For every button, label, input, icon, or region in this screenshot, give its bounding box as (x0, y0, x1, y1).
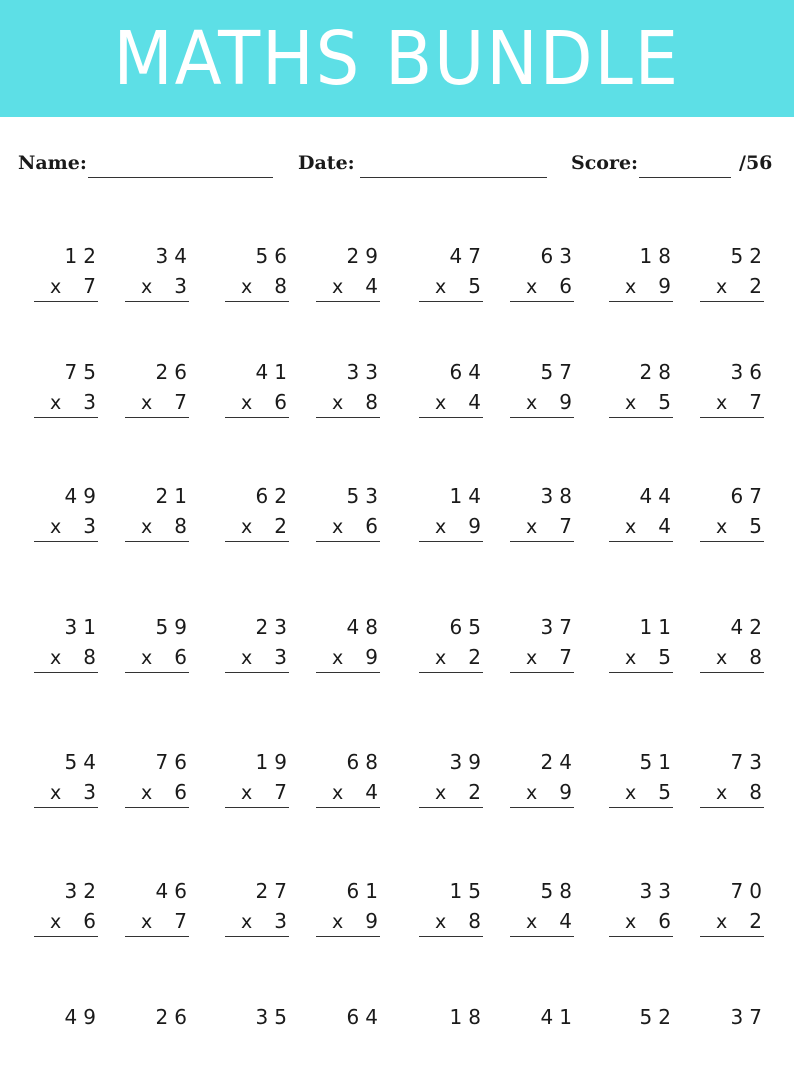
multiplication-problem (419, 752, 485, 814)
multiplication-problem (125, 752, 191, 814)
multiply-sign: x (716, 647, 728, 669)
top-number: 33 (639, 879, 677, 903)
multiply-sign: x (435, 647, 447, 669)
page-title: MATHS BUNDLE (113, 15, 681, 102)
multiplication-problem (316, 486, 382, 548)
multiply-sign: x (625, 276, 637, 298)
bottom-number: 8 (365, 390, 384, 414)
top-number: 41 (255, 360, 293, 384)
bottom-number: 7 (559, 645, 578, 669)
multiplication-problem (510, 881, 576, 943)
multiply-sign: x (241, 782, 253, 804)
multiplication-problem (700, 362, 766, 424)
top-number: 32 (64, 879, 102, 903)
bottom-number: 7 (174, 909, 193, 933)
multiplication-problem (419, 362, 485, 424)
bottom-number: 5 (658, 390, 677, 414)
bottom-number: 3 (83, 514, 102, 538)
answer-line[interactable] (34, 417, 98, 418)
bottom-number: 2 (468, 780, 487, 804)
top-number: 76 (155, 750, 193, 774)
multiplication-problem (510, 1007, 576, 1069)
answer-line[interactable] (510, 807, 574, 808)
top-number: 47 (449, 244, 487, 268)
bottom-number: 8 (749, 645, 768, 669)
top-number: 37 (540, 615, 578, 639)
answer-line[interactable] (125, 936, 189, 937)
top-number: 37 (730, 1005, 768, 1029)
multiplication-problem (510, 246, 576, 308)
multiplication-problem (609, 246, 675, 308)
answer-line[interactable] (34, 541, 98, 542)
multiplication-problem (700, 1007, 766, 1069)
answer-line[interactable] (125, 672, 189, 673)
multiply-sign: x (141, 782, 153, 804)
bottom-number: 7 (274, 780, 293, 804)
multiplication-problem (125, 881, 191, 943)
answer-line[interactable] (510, 936, 574, 937)
top-number: 15 (449, 879, 487, 903)
multiply-sign: x (241, 911, 253, 933)
bottom-number: 8 (174, 514, 193, 538)
multiplication-problem (225, 362, 291, 424)
multiply-sign: x (716, 911, 728, 933)
top-number: 41 (540, 1005, 578, 1029)
top-number: 35 (255, 1005, 293, 1029)
score-label: Score: (571, 152, 639, 174)
multiply-sign: x (141, 647, 153, 669)
multiply-sign: x (526, 647, 538, 669)
answer-line[interactable] (700, 807, 764, 808)
top-number: 36 (730, 360, 768, 384)
bottom-number: 9 (658, 274, 677, 298)
score-total: /56 (739, 152, 773, 174)
multiply-sign: x (141, 276, 153, 298)
multiplication-problem (609, 617, 675, 679)
bottom-number: 4 (365, 274, 384, 298)
top-number: 53 (346, 484, 384, 508)
multiply-sign: x (332, 516, 344, 538)
answer-line[interactable] (419, 417, 483, 418)
multiply-sign: x (50, 516, 62, 538)
top-number: 34 (155, 244, 193, 268)
bottom-number: 9 (559, 780, 578, 804)
score-field[interactable] (639, 177, 731, 178)
top-number: 24 (540, 750, 578, 774)
bottom-number: 3 (83, 390, 102, 414)
bottom-number: 6 (559, 274, 578, 298)
multiply-sign: x (625, 516, 637, 538)
multiply-sign: x (625, 392, 637, 414)
multiply-sign: x (435, 782, 447, 804)
multiply-sign: x (526, 516, 538, 538)
multiply-sign: x (50, 392, 62, 414)
multiply-sign: x (716, 782, 728, 804)
bottom-number: 5 (749, 514, 768, 538)
multiply-sign: x (50, 911, 62, 933)
multiplication-problem (316, 1007, 382, 1069)
top-number: 28 (639, 360, 677, 384)
answer-line[interactable] (125, 417, 189, 418)
multiply-sign: x (526, 782, 538, 804)
top-number: 29 (346, 244, 384, 268)
top-number: 68 (346, 750, 384, 774)
name-field[interactable] (88, 177, 273, 178)
bottom-number: 4 (365, 780, 384, 804)
top-number: 12 (64, 244, 102, 268)
answer-line[interactable] (419, 301, 483, 302)
top-number: 23 (255, 615, 293, 639)
multiplication-problem (609, 881, 675, 943)
answer-line[interactable] (419, 936, 483, 937)
top-number: 65 (449, 615, 487, 639)
multiplication-problem (700, 486, 766, 548)
top-number: 64 (346, 1005, 384, 1029)
answer-line[interactable] (609, 936, 673, 937)
answer-line[interactable] (419, 672, 483, 673)
answer-line[interactable] (609, 672, 673, 673)
top-number: 21 (155, 484, 193, 508)
bottom-number: 5 (658, 780, 677, 804)
bottom-number: 2 (749, 274, 768, 298)
top-number: 44 (639, 484, 677, 508)
multiplication-problem (316, 246, 382, 308)
answer-line[interactable] (225, 807, 289, 808)
multiply-sign: x (435, 392, 447, 414)
bottom-number: 9 (365, 645, 384, 669)
multiplication-problem (34, 617, 100, 679)
multiply-sign: x (526, 911, 538, 933)
answer-line[interactable] (700, 301, 764, 302)
bottom-number: 3 (174, 274, 193, 298)
multiplication-problem (34, 752, 100, 814)
multiplication-problem (34, 246, 100, 308)
multiplication-problem (419, 617, 485, 679)
top-number: 18 (449, 1005, 487, 1029)
bottom-number: 9 (559, 390, 578, 414)
multiplication-problem (510, 752, 576, 814)
bottom-number: 7 (749, 390, 768, 414)
bottom-number: 6 (174, 780, 193, 804)
answer-line[interactable] (510, 301, 574, 302)
top-number: 11 (639, 615, 677, 639)
top-number: 70 (730, 879, 768, 903)
top-number: 33 (346, 360, 384, 384)
multiply-sign: x (50, 647, 62, 669)
top-number: 49 (64, 484, 102, 508)
top-number: 26 (155, 1005, 193, 1029)
multiplication-problem (225, 486, 291, 548)
bottom-number: 8 (274, 274, 293, 298)
multiplication-problem (316, 752, 382, 814)
multiplication-problem (419, 246, 485, 308)
multiply-sign: x (435, 276, 447, 298)
multiply-sign: x (141, 911, 153, 933)
top-number: 38 (540, 484, 578, 508)
top-number: 58 (540, 879, 578, 903)
bottom-number: 7 (559, 514, 578, 538)
answer-line[interactable] (510, 417, 574, 418)
answer-line[interactable] (609, 301, 673, 302)
bottom-number: 7 (83, 274, 102, 298)
top-number: 61 (346, 879, 384, 903)
top-number: 51 (639, 750, 677, 774)
multiply-sign: x (625, 911, 637, 933)
multiplication-problem (225, 246, 291, 308)
multiplication-problem (700, 752, 766, 814)
top-number: 57 (540, 360, 578, 384)
multiply-sign: x (716, 516, 728, 538)
multiplication-problem (419, 486, 485, 548)
answer-line[interactable] (316, 936, 380, 937)
top-number: 49 (64, 1005, 102, 1029)
multiplication-problem (125, 1007, 191, 1069)
answer-line[interactable] (225, 541, 289, 542)
top-number: 62 (255, 484, 293, 508)
answer-line[interactable] (225, 672, 289, 673)
multiplication-problem (510, 362, 576, 424)
multiplication-problem (125, 617, 191, 679)
top-number: 42 (730, 615, 768, 639)
top-number: 19 (255, 750, 293, 774)
multiplication-problem (510, 486, 576, 548)
multiplication-problem (125, 246, 191, 308)
multiplication-problem (419, 881, 485, 943)
answer-line[interactable] (609, 541, 673, 542)
multiplication-problem (700, 617, 766, 679)
top-number: 14 (449, 484, 487, 508)
answer-line[interactable] (609, 417, 673, 418)
answer-line[interactable] (125, 807, 189, 808)
date-label: Date: (298, 152, 355, 174)
bottom-number: 8 (83, 645, 102, 669)
answer-line[interactable] (316, 541, 380, 542)
bottom-number: 6 (274, 390, 293, 414)
multiply-sign: x (241, 392, 253, 414)
answer-line[interactable] (34, 807, 98, 808)
bottom-number: 3 (83, 780, 102, 804)
multiply-sign: x (435, 911, 447, 933)
top-number: 18 (639, 244, 677, 268)
top-number: 27 (255, 879, 293, 903)
top-number: 31 (64, 615, 102, 639)
bottom-number: 8 (468, 909, 487, 933)
top-number: 39 (449, 750, 487, 774)
multiplication-problem (316, 881, 382, 943)
top-number: 56 (255, 244, 293, 268)
answer-line[interactable] (225, 936, 289, 937)
multiplication-problem (34, 1007, 100, 1069)
bottom-number: 8 (749, 780, 768, 804)
bottom-number: 5 (468, 274, 487, 298)
multiply-sign: x (332, 911, 344, 933)
multiply-sign: x (241, 276, 253, 298)
student-info-row (0, 152, 794, 182)
multiplication-problem (700, 246, 766, 308)
bottom-number: 5 (658, 645, 677, 669)
answer-line[interactable] (700, 672, 764, 673)
top-number: 46 (155, 879, 193, 903)
answer-line[interactable] (316, 672, 380, 673)
answer-line[interactable] (316, 417, 380, 418)
multiply-sign: x (716, 392, 728, 414)
multiplication-problem (316, 617, 382, 679)
multiply-sign: x (332, 647, 344, 669)
answer-line[interactable] (125, 301, 189, 302)
multiply-sign: x (435, 516, 447, 538)
bottom-number: 6 (365, 514, 384, 538)
answer-line[interactable] (34, 936, 98, 937)
multiplication-problem (609, 1007, 675, 1069)
answer-line[interactable] (34, 301, 98, 302)
multiplication-problem (316, 362, 382, 424)
multiplication-problem (609, 362, 675, 424)
answer-line[interactable] (125, 541, 189, 542)
multiply-sign: x (625, 782, 637, 804)
answer-line[interactable] (419, 541, 483, 542)
multiplication-problem (225, 752, 291, 814)
multiplication-problem (510, 617, 576, 679)
title-banner (0, 0, 794, 117)
name-label: Name: (18, 152, 87, 174)
bottom-number: 4 (468, 390, 487, 414)
top-number: 52 (730, 244, 768, 268)
multiply-sign: x (332, 782, 344, 804)
bottom-number: 4 (559, 909, 578, 933)
bottom-number: 2 (274, 514, 293, 538)
top-number: 67 (730, 484, 768, 508)
multiply-sign: x (141, 516, 153, 538)
multiplication-problem (34, 486, 100, 548)
answer-line[interactable] (316, 301, 380, 302)
top-number: 52 (639, 1005, 677, 1029)
bottom-number: 2 (749, 909, 768, 933)
multiply-sign: x (526, 392, 538, 414)
answer-line[interactable] (34, 672, 98, 673)
bottom-number: 6 (83, 909, 102, 933)
bottom-number: 6 (658, 909, 677, 933)
top-number: 54 (64, 750, 102, 774)
bottom-number: 7 (174, 390, 193, 414)
multiply-sign: x (50, 782, 62, 804)
multiplication-problem (225, 1007, 291, 1069)
top-number: 75 (64, 360, 102, 384)
top-number: 63 (540, 244, 578, 268)
multiplication-problem (609, 486, 675, 548)
multiply-sign: x (625, 647, 637, 669)
bottom-number: 3 (274, 645, 293, 669)
multiply-sign: x (50, 276, 62, 298)
multiplication-problem (125, 362, 191, 424)
top-number: 64 (449, 360, 487, 384)
bottom-number: 9 (468, 514, 487, 538)
answer-line[interactable] (510, 541, 574, 542)
answer-line[interactable] (316, 807, 380, 808)
answer-line[interactable] (700, 417, 764, 418)
multiplication-problem (125, 486, 191, 548)
answer-line[interactable] (510, 672, 574, 673)
top-number: 59 (155, 615, 193, 639)
multiply-sign: x (332, 276, 344, 298)
bottom-number: 3 (274, 909, 293, 933)
multiplication-problem (34, 362, 100, 424)
date-field[interactable] (360, 177, 547, 178)
top-number: 26 (155, 360, 193, 384)
multiplication-problem (700, 881, 766, 943)
bottom-number: 9 (365, 909, 384, 933)
bottom-number: 4 (658, 514, 677, 538)
multiply-sign: x (241, 647, 253, 669)
multiply-sign: x (141, 392, 153, 414)
multiplication-problem (225, 617, 291, 679)
bottom-number: 6 (174, 645, 193, 669)
answer-line[interactable] (225, 417, 289, 418)
multiply-sign: x (332, 392, 344, 414)
multiply-sign: x (241, 516, 253, 538)
multiplication-problem (225, 881, 291, 943)
multiply-sign: x (526, 276, 538, 298)
multiplication-problem (609, 752, 675, 814)
answer-line[interactable] (700, 936, 764, 937)
multiply-sign: x (716, 276, 728, 298)
top-number: 73 (730, 750, 768, 774)
answer-line[interactable] (419, 807, 483, 808)
answer-line[interactable] (700, 541, 764, 542)
bottom-number: 2 (468, 645, 487, 669)
answer-line[interactable] (225, 301, 289, 302)
multiplication-problem (419, 1007, 485, 1069)
top-number: 48 (346, 615, 384, 639)
multiplication-problem (34, 881, 100, 943)
answer-line[interactable] (609, 807, 673, 808)
